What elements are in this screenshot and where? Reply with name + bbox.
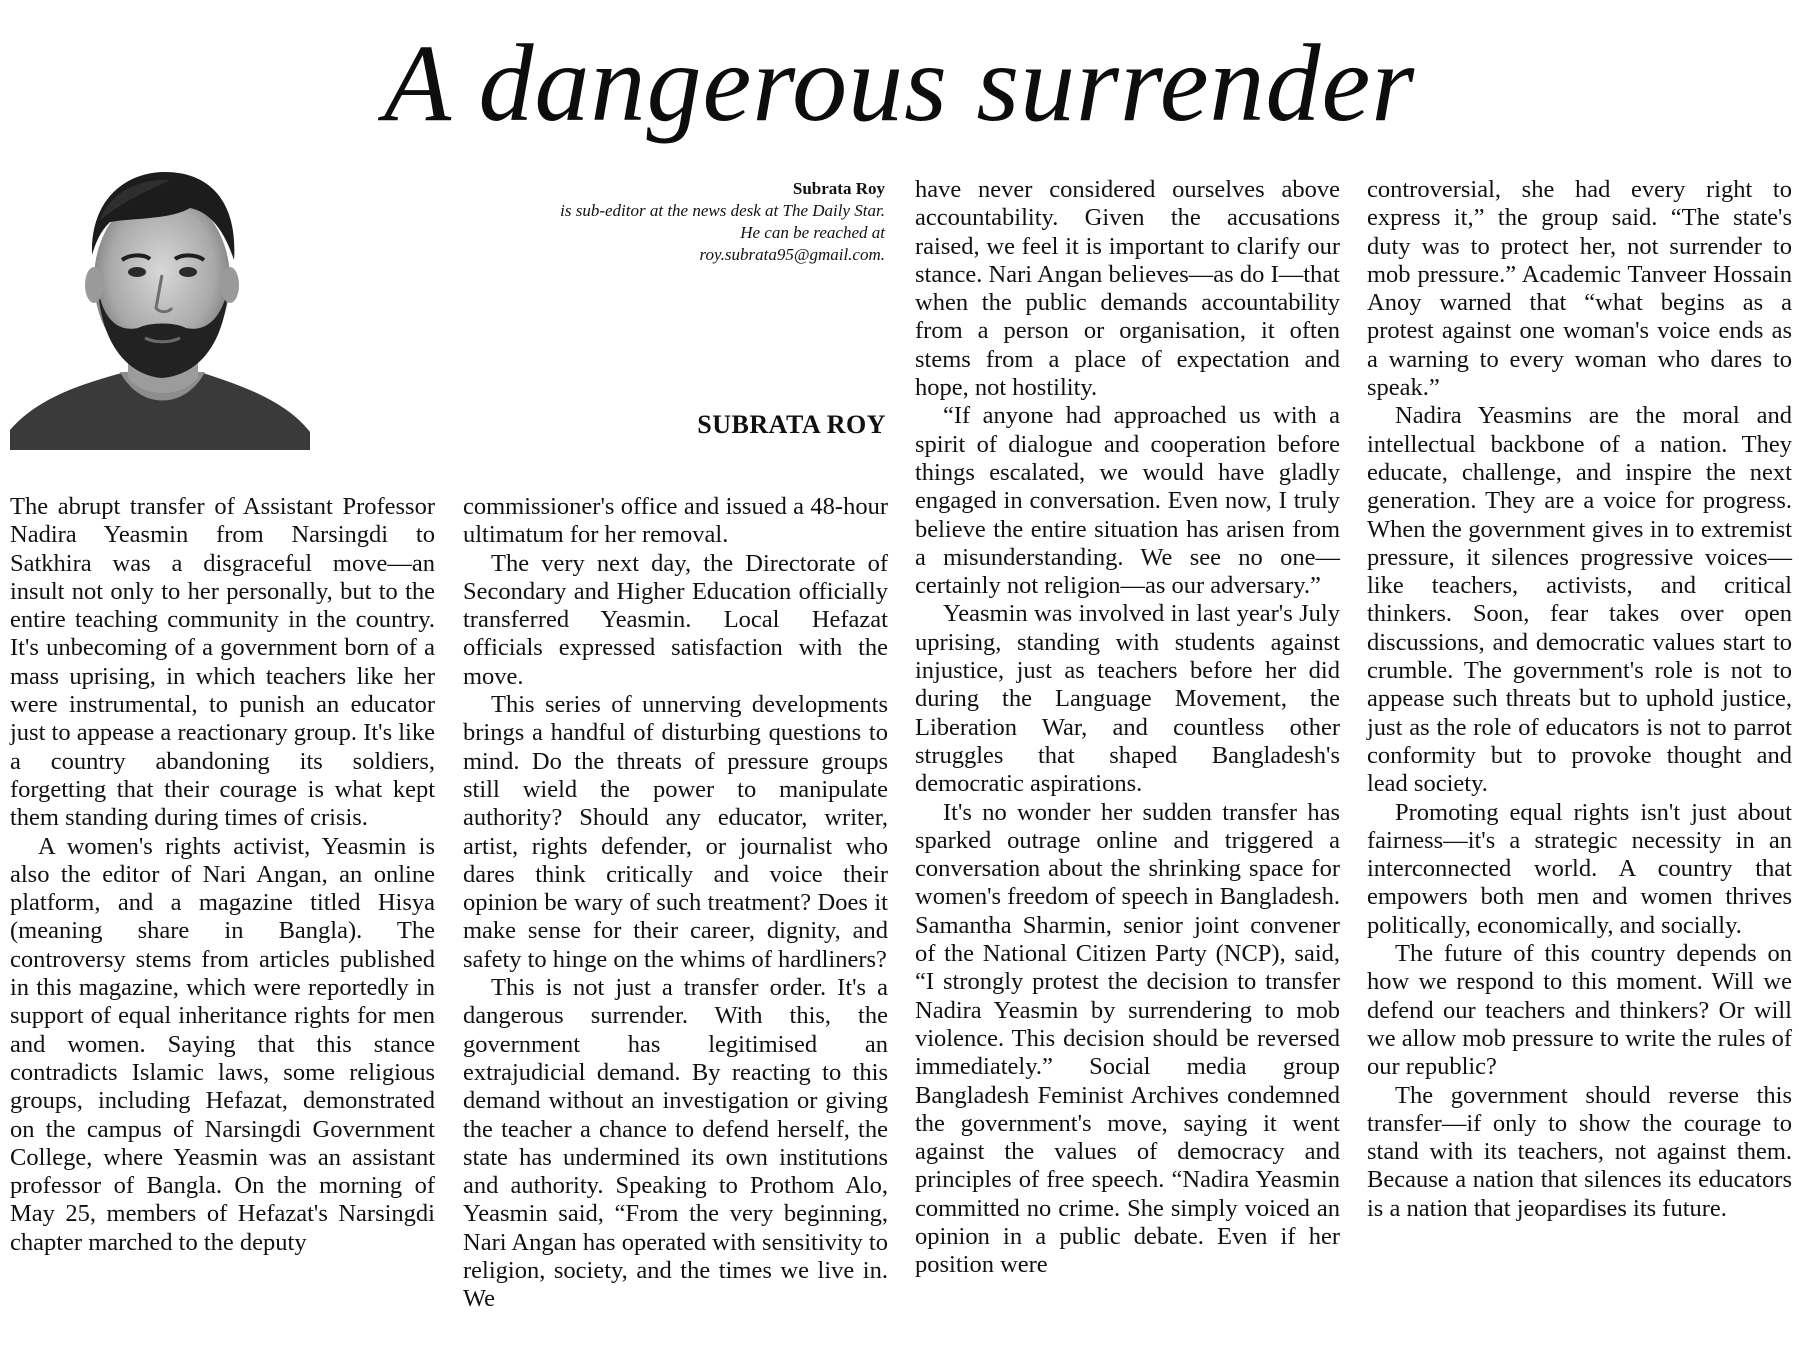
paragraph: controversial, she had every right to express it,” the group said. “The state's duty was to protect her, not surrender to mob pressure.” Academic Tanveer Hossain Anoy warned that “what begins as a protest against one woman's voice ends as a warning to every woman who dares to speak.” bbox=[1367, 176, 1792, 402]
headline: A dangerous surrender bbox=[383, 22, 1416, 144]
paragraph: Nadira Yeasmins are the moral and intellectual backbone of a nation. They educate, challenge, and inspire the next generation. They are a voice for progress. When the government gives in to extremist pressure, it silences progressive voices—like teachers, activists, and critical thinkers. Soon, fear takes over open discussions, and democratic values start to crumble. The government's role is not to appease such threats but to uphold justice, just as the role of educators is not to parrot conformity but to provoke thought and lead society. bbox=[1367, 402, 1792, 798]
paragraph: have never considered ourselves above accountability. Given the accusations raised, we feel it is important to clarify our stance. Nari Angan believes—as do I—that when the public demands accountability from a person or organisation, it often stems from a place of expectation and hope, not hostility. bbox=[915, 176, 1340, 402]
paragraph: The abrupt transfer of Assistant Professor Nadira Yeasmin from Narsingdi to Satkhira was a disgraceful move—an insult not only to her personally, but to the entire teaching community in the country. It's unbecoming of a government born of a mass uprising, in which teachers like her were instrumental, to punish an educator just to appease a reactionary group. It's like a country abandoning its soldiers, forgetting that their courage is what kept them standing during times of crisis. bbox=[10, 493, 435, 832]
paragraph: Promoting equal rights isn't just about fairness—it's a strategic necessity in an interconnected world. A country that empowers both men and women thrives politically, economically, and socially. bbox=[1367, 798, 1792, 939]
paragraph: Yeasmin was involved in last year's July uprising, standing with students against injustice, just as teachers before her did during the Language Movement, the Liberation War, and countless other struggles that shaped Bangladesh's democratic aspirations. bbox=[915, 600, 1340, 798]
paragraph: A women's rights activist, Yeasmin is also the editor of Nari Angan, an online platform, and a magazine titled Hisya (meaning share in Bangla). The controversy stems from articles published in this magazine, which were reportedly in support of equal inheritance rights for men and women. Saying that this stance contradicts Islamic laws, some religious groups, including Hefazat, demonstrated on the campus of Narsingdi Government College, where Yeasmin was an assistant professor of Bangla. On the morning of May 25, members of Hefazat's Narsingdi chapter marched to the deputy bbox=[10, 832, 435, 1256]
paragraph: The very next day, the Directorate of Secondary and Higher Education officially transferred Yeasmin. Local Hefazat officials expressed satisfaction with the move. bbox=[463, 549, 888, 690]
author-bio-description: is sub-editor at the news desk at The Daily Star. He can be reached at roy.subrata95@gmail.com. bbox=[560, 201, 885, 264]
paragraph: “If anyone had approached us with a spirit of dialogue and cooperation before things escalated, we would have gladly engaged in conversation. Even now, I truly believe the entire situation has arisen from a misunderstanding. We see no one—certainly not religion—as our adversary.” bbox=[915, 402, 1340, 600]
article-column-1 bbox=[10, 493, 435, 1257]
paragraph: commissioner's office and issued a 48-hour ultimatum for her removal. bbox=[463, 493, 888, 549]
paragraph: The government should reverse this transfer—if only to show the courage to stand with its teachers, not against them. Because a nation that silences its educators is a nation that jeopardises its future. bbox=[1367, 1081, 1792, 1222]
paragraph: It's no wonder her sudden transfer has sparked outrage online and triggered a conversation about the shrinking space for women's freedom of speech in Bangladesh. Samantha Sharmin, senior joint convener of the National Citizen Party (NCP), said, “I strongly protest the decision to transfer Nadira Yeasmin by surrendering to mob violence. This decision should be reversed immediately.” Social media group Bangladesh Feminist Archives condemned the government's move, saying it went against the values of democracy and principles of free speech. “Nadira Yeasmin committed no crime. She simply voiced an opinion in a public debate. Even if her position were bbox=[915, 798, 1340, 1279]
author-bio-name: Subrata Roy bbox=[792, 179, 885, 198]
article-column-3 bbox=[915, 176, 1340, 1280]
article-column-4 bbox=[1367, 176, 1792, 1223]
paragraph: The future of this country depends on how we respond to this moment. Will we defend our teachers and thinkers? Or will we allow mob pressure to write the rules of our republic? bbox=[1367, 940, 1792, 1081]
paragraph: This series of unnerving developments brings a handful of disturbing questions to mind. Do the threats of pressure groups still wield the power to manipulate authority? Should any educator, writer, artist, rights defender, or journalist who dares think critically and voice their opinion be wary of such treatment? Does it make sense for their career, dignity, and safety to hinge on the whims of hardliners? bbox=[463, 691, 888, 973]
author-portrait-image bbox=[10, 160, 310, 450]
author-name: SUBRATA ROY bbox=[697, 410, 886, 439]
author-bio bbox=[560, 178, 885, 266]
article-column-2 bbox=[463, 493, 888, 1314]
author-photo bbox=[10, 160, 310, 450]
paragraph: This is not just a transfer order. It's a dangerous surrender. With this, the government has legitimised an extrajudicial demand. By reacting to this demand without an investigation or giving the teacher a chance to defend herself, the state has undermined its own institutions and authority. Speaking to Prothom Alo, Yeasmin said, “From the very beginning, Nari Angan has operated with sensitivity to religion, society, and the times we live in. We bbox=[463, 974, 888, 1313]
